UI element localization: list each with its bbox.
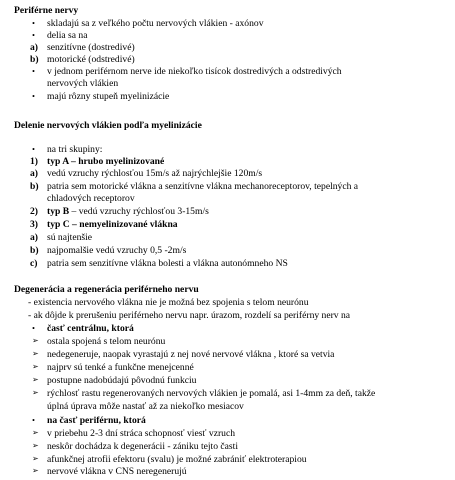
section-title-peripheral-nerves: Periférne nervy — [14, 5, 79, 16]
arrow-bullet-icon: ➢ — [32, 349, 39, 358]
list-item-text: sú najtenšie — [47, 232, 93, 243]
list-item-text: úplná úprava môže nastať až za niekoľko mesiacov — [47, 401, 244, 412]
section-title-fiber-classification: Delenie nervových vlákien podľa myelinizácie — [14, 120, 202, 131]
intro-text: - ak dôjde k prerušeniu periférneho nervu napr. úrazom, rozdelí sa periférny nerv na — [28, 310, 351, 321]
arrow-bullet-icon: ➢ — [32, 441, 39, 450]
list-item-text: nedegeneruje, naopak vyrastajú z nej nové nervové vlákna , ktoré sa vetvia — [47, 349, 335, 360]
bullet-marker: • — [32, 30, 35, 40]
list-item-text: afunkčnej atrofii efektoru (svalu) je možné zabrániť elektroterapiou — [47, 454, 307, 465]
list-item — [0, 376, 455, 388]
bullet-marker: • — [32, 415, 35, 425]
list-item-text: vedú vzruchy rýchlosťou 15m/s až najrýchlejšie 120m/s — [47, 168, 263, 179]
list-item-text: najpomalšie vedú vzruchy 0,5 -2m/s — [47, 245, 187, 256]
list-item-text: chladových receptorov — [47, 193, 135, 204]
list-item-text: neskôr dochádza k degenerácii - zániku tejto časti — [47, 441, 238, 452]
list-item — [0, 350, 455, 362]
list-marker: b) — [30, 181, 39, 192]
arrow-bullet-icon: ➢ — [32, 388, 39, 397]
list-marker: a) — [30, 168, 38, 179]
list-item-text: patria sem senzitívne vlákna bolesti a vlákna autonómneho NS — [47, 258, 288, 269]
list-item — [0, 416, 455, 428]
list-item-text: na tri skupiny: — [47, 144, 103, 155]
list-item — [0, 402, 455, 414]
list-item-text: ostala spojená s telom neurónu — [47, 336, 166, 347]
list-item — [0, 92, 455, 104]
list-item — [0, 337, 455, 349]
list-item-text: patria sem motorické vlákna a senzitívne vlákna mechanoreceptorov, tepelných a — [47, 181, 359, 192]
list-item — [0, 169, 455, 181]
list-item-text: senzitívne (dostredivé) — [47, 42, 135, 53]
intro-line — [0, 311, 455, 323]
bullet-marker: • — [32, 66, 35, 76]
list-item — [0, 233, 455, 245]
list-item — [0, 363, 455, 375]
list-item — [0, 324, 455, 336]
list-item-text: delia sa na — [47, 30, 88, 41]
list-item-bold: typ B — [47, 206, 70, 217]
intro-text: - existencia nervového vlákna nie je možná bez spojenia s telom neurónu — [28, 297, 309, 308]
arrow-bullet-icon: ➢ — [32, 362, 39, 371]
list-item-text: majú rôzny stupeň myelinizácie — [47, 91, 170, 102]
list-item — [0, 389, 455, 401]
list-marker: 2) — [30, 206, 38, 217]
list-item-text: v priebehu 2-3 dní stráca schopnosť viesť vzruch — [47, 428, 236, 439]
bullet-marker: • — [32, 91, 35, 101]
list-item-text: v jednom periférnom nerve ide niekoľko tisícok dostredivých a odstredivých — [47, 66, 342, 77]
arrow-bullet-icon: ➢ — [32, 466, 39, 475]
list-item — [0, 442, 455, 454]
list-item — [0, 429, 455, 441]
list-item-text: na časť periférnu, ktorá — [47, 415, 146, 426]
list-item — [0, 194, 455, 206]
list-item — [0, 259, 455, 271]
list-marker: b) — [30, 54, 39, 65]
list-item-text — [47, 207, 209, 217]
list-item-text: časť centrálnu, ktorá — [47, 323, 134, 334]
arrow-bullet-icon: ➢ — [32, 428, 39, 437]
list-item-rest: – vedú vzruchy rýchlosťou 3-15m/s — [69, 206, 209, 217]
intro-line — [0, 298, 455, 310]
bullet-marker: • — [32, 323, 35, 333]
section-title-degeneration-regeneration: Degenerácia a regenerácia periférneho nervu — [14, 284, 199, 295]
bullet-marker: • — [32, 18, 35, 28]
list-item-text: motorické (odstredivé) — [47, 54, 135, 65]
list-item-text: skladajú sa z veľkého počtu nervových vlákien - axónov — [47, 18, 264, 29]
list-item-text: nervové vlákna v CNS neregenerujú — [47, 466, 187, 477]
list-marker: c) — [30, 258, 38, 269]
list-item-text: rýchlosť rastu regenerovaných nervových vlákien je pomalá, asi 1-4mm za deň, takže — [47, 388, 376, 399]
list-item-text: nervových vlákien — [47, 78, 119, 89]
list-item-text: najprv sú tenké a funkčne menejcenné — [47, 362, 194, 373]
list-item-text: postupne nadobúdajú pôvodnú funkciu — [47, 375, 197, 386]
list-marker: 1) — [30, 156, 38, 167]
list-item — [0, 79, 455, 91]
list-item — [0, 207, 455, 219]
list-item — [0, 220, 455, 232]
list-item — [0, 467, 455, 479]
list-marker: 3) — [30, 219, 38, 230]
list-item-text: typ C – nemyelinizované vlákna — [47, 219, 178, 230]
list-item-text: typ A – hrubo myelinizované — [47, 156, 165, 167]
list-marker: a) — [30, 232, 38, 243]
arrow-bullet-icon: ➢ — [32, 375, 39, 384]
list-marker: a) — [30, 42, 38, 53]
list-marker: b) — [30, 245, 39, 256]
bullet-marker: • — [32, 144, 35, 154]
arrow-bullet-icon: ➢ — [32, 336, 39, 345]
arrow-bullet-icon: ➢ — [32, 454, 39, 463]
list-item — [0, 246, 455, 258]
